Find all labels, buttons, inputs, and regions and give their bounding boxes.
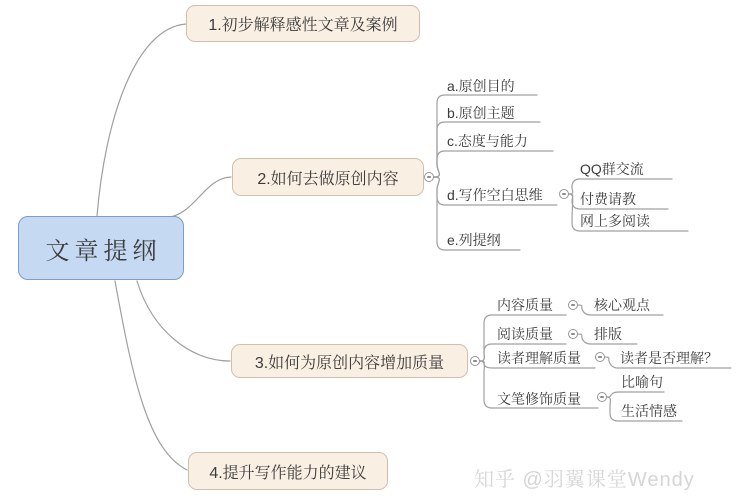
collapse-icon-content-quality[interactable] (568, 300, 578, 310)
quality-style-child-metaphor[interactable]: 比喻句 (621, 374, 663, 390)
collapse-icon-branch3[interactable] (470, 356, 480, 366)
quality-reader-understanding[interactable]: 读者理解质量 (497, 350, 581, 366)
branch2-node[interactable]: 2.如何去做原创内容 (232, 158, 424, 196)
collapse-icon-reading-quality[interactable] (568, 329, 578, 339)
collapse-icon-d[interactable] (559, 189, 569, 199)
d-child-read-online[interactable]: 网上多阅读 (580, 213, 650, 229)
branch4-node[interactable]: 4.提升写作能力的建议 (188, 452, 388, 490)
quality-reading-child[interactable]: 排版 (594, 326, 622, 342)
collapse-icon-branch2[interactable] (424, 172, 434, 182)
quality-style-child-life-emotion[interactable]: 生活情感 (621, 403, 677, 419)
quality-style[interactable]: 文笔修饰质量 (497, 391, 581, 407)
collapse-icon-reader-quality[interactable] (595, 352, 605, 362)
quality-content-child[interactable]: 核心观点 (594, 297, 650, 313)
branch2-child-c[interactable]: c.态度与能力 (447, 133, 528, 149)
branch2-child-e[interactable]: e.列提纲 (447, 232, 501, 248)
d-child-paid-consult[interactable]: 付费请教 (580, 191, 636, 207)
quality-content[interactable]: 内容质量 (497, 297, 553, 313)
collapse-icon-style-quality[interactable] (597, 392, 607, 402)
zhihu-watermark: 知乎 @羽翼课堂Wendy (474, 469, 695, 491)
branch2-child-b[interactable]: b.原创主题 (447, 105, 515, 121)
branch2-child-a[interactable]: a.原创目的 (447, 78, 515, 94)
branch2-child-d[interactable]: d.写作空白思维 (447, 187, 543, 203)
branch1-node[interactable]: 1.初步解释感性文章及案例 (186, 5, 420, 42)
quality-reading[interactable]: 阅读质量 (497, 326, 553, 342)
d-child-qq-group[interactable]: QQ群交流 (580, 161, 644, 177)
branch3-node[interactable]: 3.如何为原创内容增加质量 (231, 344, 468, 378)
root-node[interactable]: 文章提纲 (18, 216, 184, 280)
quality-reader-understanding-child[interactable]: 读者是否理解？ (620, 350, 718, 366)
